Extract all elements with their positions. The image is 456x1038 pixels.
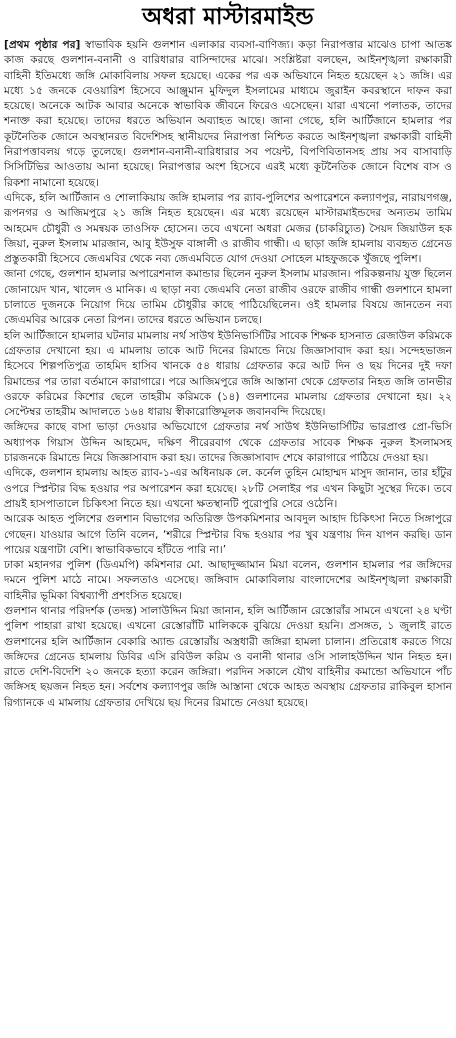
paragraph-8: ঢাকা মহানগর পুলিশ (ডিএমপি) কমিশনার মো. আছাদুজ্জামান মিয়া বলেন, গুলশান হামলার পর জঙ্গিদের দমনে পুলিশ মাঠে নামে। সফলতাও এসেছে। জঙ্গিবাদ মোকাবিলায় বাংলাদেশের আইনশৃঙ্খলা রক্ষাকারী বাহিনীর ভূমিকা বিশ্বব্যাপী প্রশংসিত হয়েছে।	[4, 559, 452, 602]
paragraph-5: জঙ্গিদের কাছে বাসা ভাড়া দেওয়ার অভিযোগে গ্রেফতার নর্থ সাউথ ইউনিভার্সিটির ভারপ্রাপ্ত প্রো-ভিসি অধ্যাপক গিয়াস উদ্দিন আহমেদ, দক্ষিণ পীরেরবাগ থেকে গ্রেফতার সাবেক শিক্ষক নুরুল ইসলামসহ চারজনকে রিমান্ডে নিয়ে জিজ্ঞাসাবাদ করা হয়। তাদের জিজ্ঞাসাবাদ শেষে কারাগারে পাঠিয়ে দেওয়া হয়।	[4, 421, 452, 465]
paragraph-7: আরেক আহত পুলিশের গুলশান বিভাগের অতিরিক্ত উপকমিশনার আবদুল আহাদ চিকিৎসা নিতে সিঙ্গাপুরে গেছেন। যাওয়ার আগে তিনি বলেন, ‘শরীরে স্প্লিন্টার বিদ্ধ হওয়ার পর খুব যন্ত্রণায় দিন যাপন করছি। ডান পায়ের যন্ত্রণাটা বেশি। স্বাভাবিকভাবে হাঁটতে পারি না।’	[4, 513, 452, 556]
paragraph-2: এদিকে, হলি আর্টিজান ও শোলাকিয়ায় জঙ্গি হামলার পর র‌্যাব-পুলিশের অপারেশনে কল্যাণপুর, নারায়ণগঞ্জ, রূপনগর ও আজিমপুরে ২১ জঙ্গি নিহত হয়েছেন। এর মধ্যে রয়েছেন মাস্টারমাইন্ডদের অন্যতম তামিম আহমেদ চৌধুরী ও সমন্বয়ক তাওসিফ হোসেন। তবে এখনো অধরা মেজর (চাকরিচ্যুত) সৈয়দ জিয়াউল হক জিয়া, নুরুল ইসলাম মারজান, আবু ইউসুফ বাঙ্গালী ও রাজীব গান্ধী। এ ছাড়া জঙ্গি হামলায় ব্যবহৃত গ্রেনেড প্রস্তুতকারী হিসেবে জেএমবির থেকে নব্য জেএমবিতে যোগ দেওয়া সোহেল মাহফুজকে খুঁজছে পুলিশ।	[4, 191, 452, 266]
paragraph-9: গুলশান থানার পরিদর্শক (তদন্ত) সালাউদ্দিন মিয়া জানান, হলি আর্টিজান রেস্তোরাঁর সামনে এখনো ২৪ ঘণ্টা পুলিশ পাহারা রাখা হয়েছে। এখনো রেস্তোরাঁটি মালিককে বুঝিয়ে দেওয়া হয়নি। প্রসঙ্গত, ১ জুলাই রাতে গুলশানের হলি আর্টিজান বেকারি অ্যান্ড রেস্তোরাঁয় অস্ত্রধারী জঙ্গিরা হামলা চালান। প্রতিরোধ করতে গিয়ে জঙ্গিদের গ্রেনেড হামলায় ডিবির এসি রবিউল করিম ও বনানী থানার ওসি সালাহউদ্দিন খান নিহত হন। রাতে দেশি-বিদেশি ২০ জনকে হত্যা করেন জঙ্গিরা। পরদিন সকালে যৌথ বাহিনীর কমান্ডো অভিযানে পাঁচ জঙ্গিসহ ছয়জন নিহত হন। সর্বশেষ কল্যাণপুর জঙ্গি আস্তানা থেকে আহত অবস্থায় গ্রেফতার রাকিবুল হাসান রিগ্যানকে এ মামলায় গ্রেফতার দেখিয়ে ছয় দিনের রিমান্ডে নেওয়া হয়েছে।	[4, 604, 452, 709]
paragraph-6: এদিকে, গুলশান হামলায় আহত র‌্যাব-১-এর অধিনায়ক লে. কর্নেল তুহিন মোহাম্মদ মাসুদ জানান, তার হাঁটুর ওপরে স্প্লিন্টার বিদ্ধ হওয়ার পর অপারেশন করা হয়েছে। ২৮টি সেলাইর পর এখন কিছুটা সুস্থের দিকে। তবে প্রায়ই হাসপাতালে চিকিৎসা নিতে হয়। এখনো ক্ষতস্থানটি পুরোপুরি সেরে ওঠেনি।	[4, 467, 452, 510]
headline: অধরা মাস্টারমাইন্ড	[4, 2, 452, 33]
article-body	[4, 38, 452, 711]
paragraph-3: জানা গেছে, গুলশান হামলার অপারেশনাল কমান্ডার ছিলেন নুরুল ইসলাম মারজান। পরিকল্পনায় যুক্ত ছিলেন জোনায়েদ খান, খালেদ ও মানিক। এ ছাড়া নব্য জেএমবি নেতা রাজীব ওরফে রাজীব গান্ধী গুলশানে হামলা চালাতে দুজনকে নিয়োগ দিয়ে তামিম চৌধুরীর কাছে পাঠিয়েছিলেন। ওই হামলার বিষয়ে জানতেন নব্য জেএমবির আরেক নেতা রিপন। তাদের ধরতে অভিযান চলছে।	[4, 268, 452, 327]
paragraph-1	[4, 38, 452, 191]
continued-from-label: [প্রথম পৃষ্ঠার পর]	[4, 39, 81, 51]
paragraph-1-text: স্বাভাবিক হয়নি গুলশান এলাকার ব্যবসা-বাণিজ্য। কড়া নিরাপত্তার মাঝেও চাপা আতঙ্ক কাজ করছে গুলশান-বনানী ও বারিধারার বাসিন্দাদের মাঝে। সংশ্লিষ্টরা বলছেন, আইনশৃঙ্খলা রক্ষাকারী বাহিনী ইতিমধ্যে জঙ্গি মোকাবিলায় সফল হয়েছে। একের পর এক অভিযানে নিহত হয়েছেন ২১ জঙ্গি। এর মধ্যে ১৫ জনকে বেওয়ারিশ হিসেবে আঞ্জুমান মুফিদুল ইসলামের মাধ্যমে জুরাইন কবরস্থানে দাফন করা হয়েছে। অনেকে আটক আবার অনেকে স্বাভাবিক জীবনে ফিরেও এসেছেন। যারা এখনো পলাতক, তাদের শনাক্ত করা হয়েছে। তাদের ধরতে অভিযান অব্যাহত আছে। জানা গেছে, হলি আর্টিজানে হামলার পর কূটনৈতিক জোনে অবস্থানরত বিদেশিসহ স্থানীয়দের নিরাপত্তা নিশ্চিত করতে আইনশৃঙ্খলা রক্ষাকারী বাহিনী নিরাপত্তাবলয় গড়ে তুলেছে। গুলশান-বনানী-বারিধারার সব পয়েন্ট, বিপণিবিতানসহ প্রায় সব বাসাবাড়ি সিসিটিভির আওতায় আনা হয়েছে। নিরাপত্তার অংশ হিসেবে এরই মধ্যে কূটনৈতিক জোনে বিশেষ বাস ও রিকশা নামানো হয়েছে।	[4, 39, 452, 189]
paragraph-4: হলি আর্টিজানে হামলার ঘটনার মামলায় নর্থ সাউথ ইউনিভার্সিটির সাবেক শিক্ষক হাসনাত রেজাউল করিমকে গ্রেফতার দেখানো হয়। এ মামলায় তাকে আট দিনের রিমান্ডে নিয়ে জিজ্ঞাসাবাদ করা হয়। সন্দেহভাজন হিসেবে শিল্পপতিপুত্র তাহমিদ হাসিব খানকে ৫৪ ধারায় গ্রেফতার করে আট দিন ও ছয় দিনের দুই দফা রিমান্ডের পর তারা বর্তমানে কারাগারে। পরে আজিমপুরে জঙ্গি আস্তানা থেকে গ্রেফতার নিহত জঙ্গি তানভীর ওরফে করিমের কিশোর ছেলে তাহরীম করিমকে (১৪) গুলশানের মামলায় গ্রেফতার দেখানো হয়। ২২ সেপ্টেম্বর তাহরীম আদালতে ১৬৪ ধারায় স্বীকারোক্তিমূলক জবানবন্দি দিয়েছে।	[4, 329, 453, 419]
